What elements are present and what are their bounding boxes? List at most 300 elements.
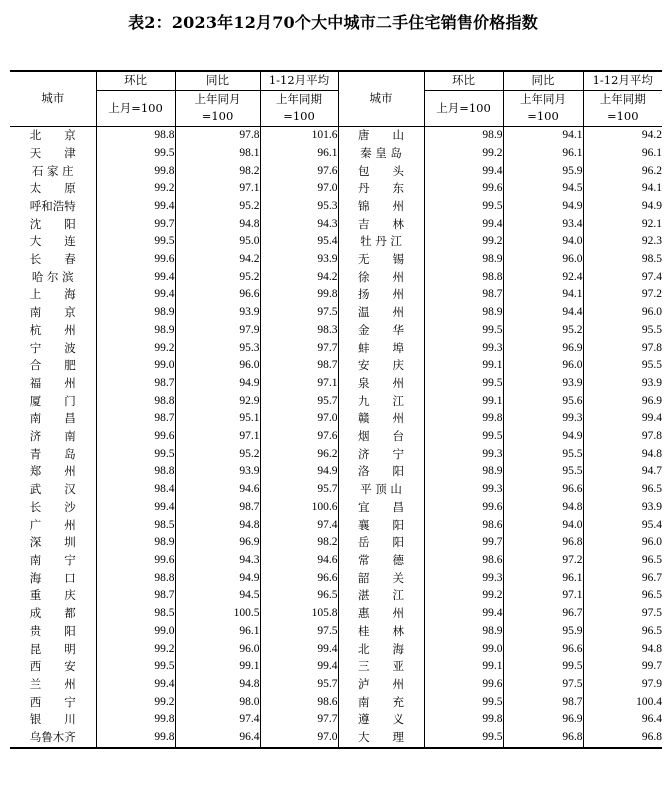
avg-value-left: 97.6 [260, 428, 338, 446]
yoy-value-left: 96.6 [175, 286, 260, 304]
yoy-value-right: 95.9 [503, 623, 583, 641]
yoy-value-left: 94.8 [175, 676, 260, 694]
yoy-value-right: 92.4 [503, 269, 583, 287]
city-name-left: 青 岛 [29, 446, 76, 461]
yoy-value-right: 94.8 [503, 499, 583, 517]
city-name-left: 合 肥 [29, 358, 76, 373]
header-yoy-base-right [503, 90, 583, 126]
table-row [10, 163, 662, 181]
avg-value-left: 96.5 [260, 587, 338, 605]
mom-value-right: 99.3 [424, 570, 503, 588]
mom-value-left: 98.8 [96, 393, 175, 411]
city-name-left: 南 京 [29, 305, 76, 320]
city-name-right: 九 江 [338, 393, 424, 411]
city-name-left: 南 宁 [29, 552, 76, 567]
yoy-value-right: 93.4 [503, 216, 583, 234]
yoy-value-left: 95.2 [175, 269, 260, 287]
city-name-right: 洛 阳 [338, 463, 424, 481]
mom-value-left: 99.5 [96, 446, 175, 464]
yoy-value-right: 95.5 [503, 463, 583, 481]
city-name-left: 长 春 [29, 252, 76, 267]
avg-value-left: 95.7 [260, 481, 338, 499]
mom-value-right: 99.2 [424, 587, 503, 605]
yoy-value-left: 94.9 [175, 375, 260, 393]
yoy-value-right: 94.4 [503, 304, 583, 322]
mom-value-right: 99.5 [424, 694, 503, 712]
mom-value-left: 99.8 [96, 711, 175, 729]
yoy-value-right: 96.1 [503, 570, 583, 588]
yoy-value-left: 95.2 [175, 446, 260, 464]
table-row [10, 322, 662, 340]
mom-value-left: 99.4 [96, 198, 175, 216]
city-name-right: 常 德 [338, 552, 424, 570]
yoy-value-left: 98.0 [175, 694, 260, 712]
city-name-right: 三 亚 [338, 658, 424, 676]
mom-value-right: 99.5 [424, 322, 503, 340]
avg-value-right: 96.5 [583, 587, 662, 605]
yoy-value-left: 94.2 [175, 251, 260, 269]
yoy-value-right: 95.6 [503, 393, 583, 411]
mom-value-left: 99.4 [96, 269, 175, 287]
avg-value-left: 99.8 [260, 286, 338, 304]
avg-value-right: 97.4 [583, 269, 662, 287]
mom-value-right: 99.6 [424, 499, 503, 517]
mom-value-left: 99.2 [96, 180, 175, 198]
mom-value-left: 99.8 [96, 163, 175, 181]
mom-value-right: 99.8 [424, 711, 503, 729]
header-yoy-base-left-line1: 上年同月 [194, 91, 241, 106]
mom-value-right: 99.6 [424, 676, 503, 694]
avg-value-right: 97.2 [583, 286, 662, 304]
avg-value-right: 95.5 [583, 322, 662, 340]
mom-value-right: 99.0 [424, 641, 503, 659]
mom-value-left: 98.9 [96, 304, 175, 322]
mom-value-right: 99.6 [424, 180, 503, 198]
avg-value-right: 96.9 [583, 393, 662, 411]
table-row [10, 410, 662, 428]
yoy-value-right: 98.7 [503, 694, 583, 712]
avg-value-left: 97.4 [260, 517, 338, 535]
yoy-value-left: 94.8 [175, 517, 260, 535]
header-avg-right: 1-12月平均 [583, 71, 662, 90]
mom-value-right: 99.8 [424, 410, 503, 428]
mom-value-right: 98.6 [424, 552, 503, 570]
city-name-left: 太 原 [29, 181, 76, 196]
city-name-left: 银 川 [29, 712, 76, 727]
yoy-value-right: 96.8 [503, 534, 583, 552]
yoy-value-right: 96.0 [503, 357, 583, 375]
table-row [10, 393, 662, 411]
avg-value-left: 97.0 [260, 410, 338, 428]
city-name-right: 温 州 [338, 304, 424, 322]
mom-value-right: 98.7 [424, 286, 503, 304]
yoy-value-right: 94.0 [503, 517, 583, 535]
yoy-value-right: 96.6 [503, 481, 583, 499]
avg-value-left: 97.7 [260, 340, 338, 358]
avg-value-left: 95.3 [260, 198, 338, 216]
header-yoy-base-left [175, 90, 260, 126]
mom-value-right: 99.2 [424, 233, 503, 251]
avg-value-right: 96.1 [583, 145, 662, 163]
table-body [10, 127, 662, 748]
mom-value-right: 98.9 [424, 304, 503, 322]
mom-value-right: 99.3 [424, 446, 503, 464]
table-row [10, 676, 662, 694]
mom-value-right: 99.5 [424, 729, 503, 748]
city-name-right: 吉 林 [338, 216, 424, 234]
table-row [10, 127, 662, 145]
yoy-value-left: 100.5 [175, 605, 260, 623]
mom-value-left: 99.4 [96, 676, 175, 694]
table-row [10, 641, 662, 659]
city-name-right: 南 充 [338, 694, 424, 712]
city-name-left: 南 昌 [29, 411, 76, 426]
table-title: 表2：2023年12月70个大中城市二手住宅销售价格指数 [128, 13, 538, 32]
mom-value-left: 99.6 [96, 552, 175, 570]
mom-value-left: 98.7 [96, 587, 175, 605]
city-name-right: 赣 州 [338, 410, 424, 428]
city-name-right: 惠 州 [338, 605, 424, 623]
avg-value-right: 93.9 [583, 375, 662, 393]
avg-value-right: 94.1 [583, 180, 662, 198]
city-name-left: 杭 州 [29, 322, 76, 337]
header-avg-base-left-line2: =100 [283, 109, 315, 124]
mom-value-right: 99.2 [424, 145, 503, 163]
avg-value-right: 94.8 [583, 446, 662, 464]
avg-value-left: 98.2 [260, 534, 338, 552]
mom-value-right: 99.1 [424, 357, 503, 375]
avg-value-right: 99.4 [583, 410, 662, 428]
header-yoy-base-left-line2: =100 [201, 109, 234, 124]
avg-value-left: 94.2 [260, 269, 338, 287]
avg-value-right: 94.2 [583, 127, 662, 145]
mom-value-left: 98.8 [96, 570, 175, 588]
mom-value-right: 99.4 [424, 605, 503, 623]
yoy-value-right: 96.1 [503, 145, 583, 163]
yoy-value-right: 94.9 [503, 428, 583, 446]
city-name-left: 重 庆 [29, 588, 76, 603]
mom-value-right: 98.9 [424, 127, 503, 145]
avg-value-left: 101.6 [260, 127, 338, 145]
yoy-value-left: 94.9 [175, 570, 260, 588]
table-row [10, 729, 662, 748]
avg-value-left: 95.7 [260, 393, 338, 411]
city-name-left: 西 宁 [29, 694, 76, 709]
avg-value-left: 97.0 [260, 729, 338, 748]
yoy-value-left: 97.1 [175, 180, 260, 198]
city-name-left: 昆 明 [29, 641, 76, 656]
mom-value-left: 99.2 [96, 641, 175, 659]
mom-value-right: 98.6 [424, 517, 503, 535]
avg-value-right: 95.5 [583, 357, 662, 375]
mom-value-left: 99.5 [96, 658, 175, 676]
avg-value-right: 96.5 [583, 481, 662, 499]
yoy-value-left: 96.9 [175, 534, 260, 552]
avg-value-right: 99.7 [583, 658, 662, 676]
mom-value-left: 98.5 [96, 605, 175, 623]
mom-value-left: 99.7 [96, 216, 175, 234]
yoy-value-left: 96.0 [175, 357, 260, 375]
city-name-left: 海 口 [29, 570, 76, 585]
city-name-left: 长 沙 [29, 499, 76, 514]
yoy-value-right: 96.7 [503, 605, 583, 623]
avg-value-left: 94.9 [260, 463, 338, 481]
yoy-value-left: 95.1 [175, 410, 260, 428]
table-row [10, 216, 662, 234]
avg-value-left: 100.6 [260, 499, 338, 517]
city-name-right: 锦 州 [338, 198, 424, 216]
mom-value-left: 99.6 [96, 428, 175, 446]
table-row [10, 499, 662, 517]
yoy-value-right: 96.9 [503, 711, 583, 729]
yoy-value-left: 94.6 [175, 481, 260, 499]
avg-value-right: 96.5 [583, 623, 662, 641]
avg-value-left: 96.6 [260, 570, 338, 588]
avg-value-left: 105.8 [260, 605, 338, 623]
mom-value-right: 99.5 [424, 198, 503, 216]
avg-value-right: 97.8 [583, 340, 662, 358]
yoy-value-left: 97.8 [175, 127, 260, 145]
avg-value-left: 97.0 [260, 180, 338, 198]
yoy-value-right: 95.5 [503, 446, 583, 464]
avg-value-right: 96.5 [583, 552, 662, 570]
city-name-right: 济 宁 [338, 446, 424, 464]
yoy-value-left: 92.9 [175, 393, 260, 411]
city-name-left: 上 海 [29, 287, 76, 302]
city-name-right: 宜 昌 [338, 499, 424, 517]
avg-value-left: 94.6 [260, 552, 338, 570]
yoy-value-right: 96.9 [503, 340, 583, 358]
table-row [10, 605, 662, 623]
mom-value-right: 98.9 [424, 623, 503, 641]
avg-value-left: 97.6 [260, 163, 338, 181]
yoy-value-left: 95.0 [175, 233, 260, 251]
header-avg-base-left [260, 90, 338, 126]
avg-value-right: 97.8 [583, 428, 662, 446]
table-row [10, 446, 662, 464]
avg-value-left: 99.4 [260, 658, 338, 676]
yoy-value-right: 96.8 [503, 729, 583, 748]
avg-value-right: 96.8 [583, 729, 662, 748]
city-name-right: 蚌 埠 [338, 340, 424, 358]
yoy-value-left: 96.4 [175, 729, 260, 748]
yoy-value-left: 97.4 [175, 711, 260, 729]
table-row [10, 198, 662, 216]
yoy-value-left: 99.1 [175, 658, 260, 676]
avg-value-left: 95.7 [260, 676, 338, 694]
avg-value-right: 97.5 [583, 605, 662, 623]
table-row [10, 251, 662, 269]
yoy-value-left: 94.5 [175, 587, 260, 605]
mom-value-left: 99.5 [96, 233, 175, 251]
header-avg-base-right [583, 90, 662, 126]
avg-value-right: 96.0 [583, 304, 662, 322]
header-avg-base-right-line2: =100 [606, 109, 639, 124]
avg-value-right: 98.5 [583, 251, 662, 269]
mom-value-left: 99.0 [96, 357, 175, 375]
yoy-value-right: 94.1 [503, 286, 583, 304]
city-name-left: 兰 州 [29, 676, 76, 691]
yoy-value-right: 99.3 [503, 410, 583, 428]
header-avg-left: 1-12月平均 [260, 71, 338, 90]
yoy-value-right: 97.2 [503, 552, 583, 570]
yoy-value-right: 96.0 [503, 251, 583, 269]
city-name-right: 烟 台 [338, 428, 424, 446]
city-name-right: 泸 州 [338, 676, 424, 694]
city-name-right: 平 顶 山 [338, 481, 424, 499]
avg-value-right: 94.9 [583, 198, 662, 216]
table-row [10, 269, 662, 287]
table-row [10, 711, 662, 729]
table-row [10, 340, 662, 358]
city-name-right: 大 理 [338, 729, 424, 748]
yoy-value-left: 98.7 [175, 499, 260, 517]
header-mom-base-right: 上月=100 [424, 90, 503, 126]
table-row [10, 180, 662, 198]
header-avg-base-left-line1: 上年同期 [276, 91, 322, 106]
city-name-left: 厦 门 [29, 393, 76, 408]
avg-value-right: 95.4 [583, 517, 662, 535]
yoy-value-right: 94.0 [503, 233, 583, 251]
city-name-left: 沈 阳 [29, 216, 76, 231]
yoy-value-left: 96.0 [175, 641, 260, 659]
avg-value-right: 96.4 [583, 711, 662, 729]
city-name-left: 郑 州 [29, 464, 76, 479]
avg-value-left: 98.7 [260, 357, 338, 375]
table-row [10, 623, 662, 641]
yoy-value-right: 99.5 [503, 658, 583, 676]
city-name-right: 丹 东 [338, 180, 424, 198]
table-row [10, 694, 662, 712]
table-row [10, 375, 662, 393]
table-row [10, 552, 662, 570]
mom-value-left: 98.8 [96, 127, 175, 145]
mom-value-left: 99.8 [96, 729, 175, 748]
yoy-value-left: 97.9 [175, 322, 260, 340]
mom-value-right: 99.4 [424, 216, 503, 234]
avg-value-right: 97.9 [583, 676, 662, 694]
yoy-value-left: 95.2 [175, 198, 260, 216]
header-avg-base-right-line1: 上年同期 [599, 91, 646, 106]
yoy-value-left: 98.1 [175, 145, 260, 163]
avg-value-left: 96.2 [260, 446, 338, 464]
city-name-left: 哈 尔 滨 [31, 269, 74, 284]
header-yoy-left: 同比 [175, 71, 260, 90]
mom-value-right: 99.3 [424, 340, 503, 358]
mom-value-right: 98.9 [424, 463, 503, 481]
city-name-left: 天 津 [29, 145, 76, 160]
avg-value-right: 96.0 [583, 534, 662, 552]
city-name-right: 包 头 [338, 163, 424, 181]
mom-value-right: 98.8 [424, 269, 503, 287]
yoy-value-right: 97.5 [503, 676, 583, 694]
avg-value-left: 96.1 [260, 145, 338, 163]
city-name-left: 北 京 [29, 128, 76, 143]
mom-value-right: 99.3 [424, 481, 503, 499]
avg-value-left: 93.9 [260, 251, 338, 269]
avg-value-right: 100.4 [583, 694, 662, 712]
yoy-value-left: 98.2 [175, 163, 260, 181]
city-name-right: 泉 州 [338, 375, 424, 393]
city-name-right: 北 海 [338, 641, 424, 659]
avg-value-right: 93.9 [583, 499, 662, 517]
table-row [10, 658, 662, 676]
city-name-right: 湛 江 [338, 587, 424, 605]
table-row [10, 517, 662, 535]
table-row [10, 534, 662, 552]
mom-value-right: 99.4 [424, 163, 503, 181]
mom-value-left: 99.4 [96, 286, 175, 304]
avg-value-right: 92.1 [583, 216, 662, 234]
header-yoy-base-right-line2: =100 [527, 109, 559, 124]
avg-value-left: 98.3 [260, 322, 338, 340]
city-name-left: 贵 阳 [29, 623, 76, 638]
city-name-left: 广 州 [29, 517, 76, 532]
city-name-right: 遵 义 [338, 711, 424, 729]
mom-value-right: 99.5 [424, 428, 503, 446]
avg-value-left: 95.4 [260, 233, 338, 251]
avg-value-right: 96.7 [583, 570, 662, 588]
avg-value-right: 94.8 [583, 641, 662, 659]
yoy-value-left: 93.9 [175, 304, 260, 322]
yoy-value-right: 94.9 [503, 198, 583, 216]
yoy-value-right: 93.9 [503, 375, 583, 393]
mom-value-left: 98.5 [96, 517, 175, 535]
table-row [10, 357, 662, 375]
mom-value-left: 99.0 [96, 623, 175, 641]
city-name-right: 金 华 [338, 322, 424, 340]
mom-value-left: 98.7 [96, 375, 175, 393]
city-name-left: 济 南 [29, 429, 76, 444]
yoy-value-right: 95.2 [503, 322, 583, 340]
city-name-right: 秦 皇 岛 [338, 145, 424, 163]
avg-value-left: 97.5 [260, 623, 338, 641]
city-name-right: 安 庆 [338, 357, 424, 375]
city-name-right: 扬 州 [338, 286, 424, 304]
yoy-value-left: 93.9 [175, 463, 260, 481]
city-name-left: 武 汉 [29, 482, 76, 497]
table-row [10, 587, 662, 605]
city-name-right: 韶 关 [338, 570, 424, 588]
header-mom-base-left: 上月=100 [96, 90, 175, 126]
avg-value-left: 94.3 [260, 216, 338, 234]
city-name-left: 石 家 庄 [31, 163, 74, 178]
city-name-left: 乌鲁木齐 [10, 729, 96, 748]
price-index-table [10, 70, 662, 749]
mom-value-left: 99.6 [96, 251, 175, 269]
city-name-left: 深 圳 [29, 535, 76, 550]
avg-value-left: 97.7 [260, 711, 338, 729]
table-row [10, 145, 662, 163]
yoy-value-left: 95.3 [175, 340, 260, 358]
avg-value-left: 99.4 [260, 641, 338, 659]
table-row [10, 304, 662, 322]
yoy-value-left: 96.1 [175, 623, 260, 641]
city-name-left: 宁 波 [29, 340, 76, 355]
header-mom-right: 环比 [424, 71, 503, 90]
mom-value-right: 98.9 [424, 251, 503, 269]
header-yoy-right: 同比 [503, 71, 583, 90]
table-row [10, 463, 662, 481]
table-row [10, 286, 662, 304]
table-row [10, 570, 662, 588]
avg-value-right: 92.3 [583, 233, 662, 251]
yoy-value-right: 94.1 [503, 127, 583, 145]
mom-value-right: 99.1 [424, 658, 503, 676]
header-city-right: 城市 [338, 71, 424, 127]
mom-value-right: 99.1 [424, 393, 503, 411]
city-name-right: 唐 山 [338, 127, 424, 145]
